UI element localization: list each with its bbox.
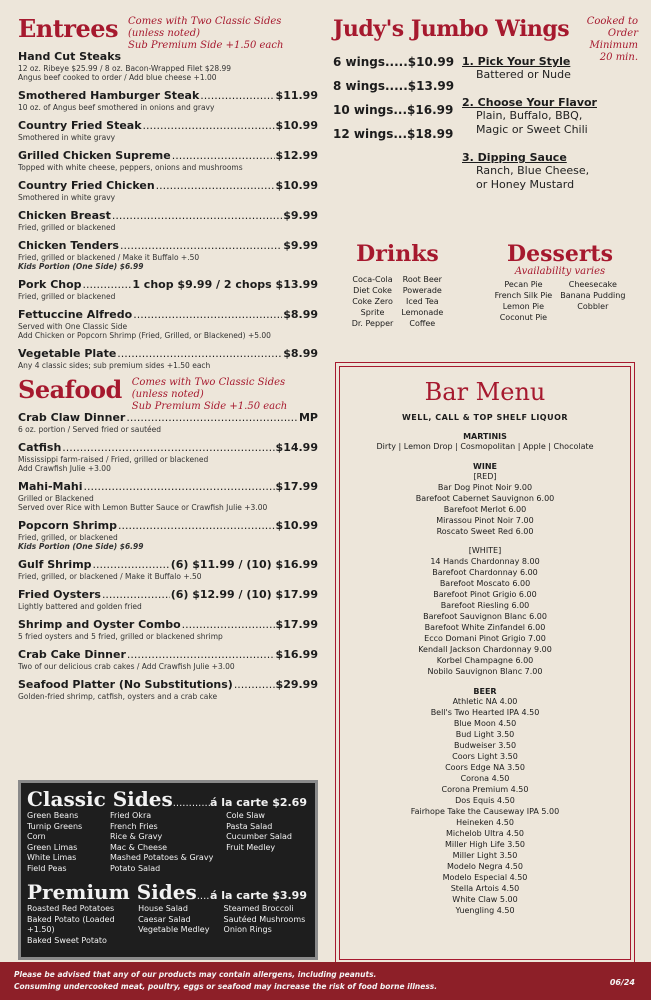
menu-item-row: [18, 441, 318, 455]
white-wine-item: Barefoot White Zinfandel 6.00: [424, 623, 546, 632]
menu-item: [18, 119, 318, 142]
menu-item-name: Fettuccine Alfredo: [18, 308, 133, 321]
drinks-column-1: [352, 274, 394, 329]
red-wine-item: Barefoot Merlot 6.00: [443, 505, 527, 514]
menu-item-description: 6 oz. portion / Served fried or sautéed: [18, 425, 162, 434]
beer-item: Miller Light 3.50: [452, 851, 518, 860]
menu-item-name: Shrimp and Oyster Combo: [18, 618, 181, 631]
menu-item-price: $10.99: [275, 519, 318, 532]
menu-item-price: 1 chop $9.99 / 2 chops $13.99: [132, 278, 318, 291]
menu-item-name: Hand Cut Steaks: [18, 50, 122, 63]
classic-sides-column-3: [226, 811, 309, 874]
seafood-list: [18, 411, 318, 701]
premium-side-item: Onion Rings: [223, 925, 272, 934]
menu-item-description: Fried, grilled or blackened: [18, 223, 116, 232]
entrees-header: [18, 14, 318, 50]
seafood-header: [18, 375, 318, 411]
menu-item-option: Served over Rice with Lemon Butter Sauce or Crawfish Julie +3.00: [18, 503, 268, 512]
classic-sides-column-1: [27, 811, 110, 874]
menu-item-description: Fried, grilled or blackened: [18, 292, 116, 301]
wings-note-line1: Cooked to Order: [586, 16, 638, 39]
menu-item-row: [18, 50, 318, 64]
menu-item-name: Pork Chop: [18, 278, 82, 291]
dot-leader: [182, 618, 275, 632]
red-wine-list: [340, 482, 630, 537]
beer-item: Bud Light 3.50: [455, 730, 515, 739]
entrees-note-line2: Sub Premium Side +1.50 each: [128, 40, 284, 51]
drinks-title: Drinks: [356, 241, 439, 267]
menu-item-description: Golden-fried shrimp, catfish, oysters and a crab cake: [18, 692, 218, 701]
desserts-note: Availability varies: [514, 266, 606, 277]
beer-item: Yuengling 4.50: [455, 906, 515, 915]
wing-step-heading: 2. Choose Your Flavor: [462, 96, 597, 109]
classic-side-item: Field Peas: [27, 863, 67, 873]
white-wine-item: Korbel Champagne 6.00: [436, 656, 534, 665]
menu-item-price: $17.99: [275, 480, 318, 493]
drink-item: Lemonade: [401, 308, 444, 317]
menu-item-row: [18, 588, 318, 602]
menu-item-price: $12.99: [275, 149, 318, 162]
white-wine-item: Barefoot Riesling 6.00: [440, 601, 530, 610]
seafood-note: [132, 377, 318, 413]
dot-leader: [143, 119, 275, 133]
classic-sides-columns: [21, 811, 315, 874]
menu-item-description: Any 4 classic sides; sub premium sides +1.50 each: [18, 361, 211, 370]
menu-item: [18, 209, 318, 232]
classic-sides-title: Classic Sides: [27, 787, 173, 811]
beer-item: Coors Edge NA 3.50: [445, 763, 525, 772]
menu-item: [18, 441, 318, 473]
menu-item: [18, 278, 318, 301]
wing-step-heading: 3. Dipping Sauce: [462, 151, 567, 164]
drink-item: Coffee: [409, 319, 436, 328]
menu-item-description: Served with One Classic Side: [18, 322, 128, 331]
beer-item: Dos Equis 4.50: [455, 796, 515, 805]
classic-side-item: Potato Salad: [109, 863, 161, 873]
classic-side-item: Fruit Medley: [226, 842, 276, 852]
menu-item-row: [18, 648, 318, 662]
beer-item: Blue Moon 4.50: [453, 719, 517, 728]
dessert-item: Lemon Pie: [502, 302, 545, 311]
menu-item-row: [18, 149, 318, 163]
menu-item-price: $17.99: [275, 618, 318, 631]
menu-item-description: Topped with white cheese, peppers, onions and mushrooms: [18, 163, 243, 172]
menu-item-price: $9.99: [283, 209, 318, 222]
menu-item-price: $8.99: [283, 308, 318, 321]
desserts-section: [480, 240, 640, 323]
wing-step: [462, 96, 642, 137]
left-column: [18, 14, 318, 708]
menu-item-price: $16.99: [275, 648, 318, 661]
wing-step-heading: 1. Pick Your Style: [462, 55, 571, 68]
menu-item-name: Vegetable Plate: [18, 347, 117, 360]
menu-item-option: Angus beef cooked to order / Add blue cheese +1.00: [18, 73, 217, 82]
menu-item-row: [18, 278, 318, 292]
wing-price: 6 wings.....$10.99: [333, 55, 455, 69]
menu-item: [18, 239, 318, 271]
dot-leader: [126, 411, 298, 425]
menu-item-name: Smothered Hamburger Steak: [18, 89, 200, 102]
beer-item: Heineken 4.50: [456, 818, 514, 827]
premium-sides-column-3: [224, 904, 309, 946]
white-wine-item: Barefoot Sauvignon Blanc 6.00: [423, 612, 547, 621]
menu-item-description: Lightly battered and golden fried: [18, 602, 142, 611]
red-wine-item: Mirassou Pinot Noir 7.00: [436, 516, 534, 525]
menu-item: [18, 519, 318, 551]
menu-item-option: Add Crawfish Julie +3.00: [18, 464, 111, 473]
classic-side-item: Turnip Greens: [27, 821, 83, 831]
seafood-note-line2: Sub Premium Side +1.50 each: [131, 401, 288, 412]
menu-item-name: Chicken Tenders: [18, 239, 119, 252]
beer-item: Modelo Negra 4.50: [447, 862, 523, 871]
menu-item: [18, 678, 318, 701]
bar-menu-frame: [335, 362, 635, 964]
menu-item: [18, 308, 318, 340]
menu-item-description: Smothered in white gravy: [18, 193, 116, 202]
bar-menu-subtitle: WELL, CALL & TOP SHELF LIQUOR: [401, 413, 569, 422]
classic-sides-column-2: [110, 811, 226, 874]
dot-leader: [156, 179, 275, 193]
menu-item: [18, 618, 318, 641]
menu-item-price: $14.99: [275, 441, 318, 454]
drink-item: Root Beer: [402, 275, 442, 284]
premium-sides-column-1: [27, 904, 138, 946]
bar-menu-title: Bar Menu: [424, 378, 546, 406]
premium-side-item: Vegetable Medley: [138, 925, 210, 934]
menu-item-price: (6) $12.99 / (10) $17.99: [170, 588, 318, 601]
classic-side-item: Green Beans: [27, 811, 79, 820]
beer-list: [340, 696, 630, 916]
menu-item: [18, 588, 318, 611]
dot-leader: [62, 441, 274, 455]
footer: [0, 962, 651, 1000]
menu-item-price: $8.99: [283, 347, 318, 360]
dot-leader: [83, 278, 132, 292]
premium-side-item: House Salad: [138, 904, 188, 913]
dessert-item: Cobbler: [577, 302, 609, 311]
beer-item: Modelo Especial 4.50: [442, 873, 528, 882]
menu-item-name: Gulf Shrimp: [18, 558, 92, 571]
menu-item-row: [18, 618, 318, 632]
menu-item: [18, 89, 318, 112]
wine-heading: WINE: [473, 462, 497, 471]
classic-sides-header: [21, 783, 315, 811]
menu-date: 06/24: [609, 978, 635, 987]
premium-side-item: Sautéed Mushrooms: [223, 914, 306, 924]
menu-item-name: Seafood Platter (No Substitutions): [18, 678, 233, 691]
classic-sides-leader: [173, 798, 210, 809]
red-wine-item: Roscato Sweet Red 6.00: [436, 527, 534, 536]
premium-side-item: Steamed Broccoli: [223, 904, 294, 913]
white-wine-list: [340, 556, 630, 677]
wing-price-list: [333, 55, 453, 151]
wing-step: [462, 55, 642, 82]
wing-price: 8 wings.....$13.99: [333, 79, 455, 93]
beer-item: White Claw 5.00: [452, 895, 518, 904]
dot-leader: [120, 239, 282, 253]
classic-side-item: Corn: [27, 832, 46, 841]
menu-item-row: [18, 308, 318, 322]
white-wine-item: Barefoot Moscato 6.00: [439, 579, 531, 588]
menu-item-name: Fried Oysters: [18, 588, 101, 601]
menu-item: [18, 480, 318, 512]
wings-title: Judy's Jumbo Wings: [333, 16, 570, 42]
drink-item: Sprite: [360, 308, 385, 317]
premium-side-item: Baked Sweet Potato: [27, 935, 107, 945]
menu-item-description: Mississippi farm-raised / Fried, grilled or blackened: [18, 455, 209, 464]
beer-item: Bell's Two Hearted IPA 4.50: [430, 708, 540, 717]
food-safety-notice: Consuming undercooked meat, poultry, eggs or seafood may increase the risk of food borne illness.: [14, 982, 438, 991]
beer-item: Budweiser 3.50: [453, 741, 517, 750]
dessert-item: French Silk Pie: [494, 291, 553, 300]
menu-item-price: $11.99: [275, 89, 318, 102]
wing-step: [462, 151, 642, 192]
dot-leader: [200, 89, 274, 103]
menu-item-description: Grilled or Blackened: [18, 494, 94, 503]
menu-item-name: Catfish: [18, 441, 62, 454]
premium-sides-leader: [197, 891, 210, 902]
menu-item-row: [18, 678, 318, 692]
kids-portion: Kids Portion (One Side) $6.99: [18, 262, 144, 271]
kids-portion: Kids Portion (One Side) $6.99: [18, 542, 144, 551]
menu-item-name: Crab Claw Dinner: [18, 411, 126, 424]
wing-price: 10 wings...$16.99: [333, 103, 454, 117]
menu-item-description: Two of our delicious crab cakes / Add Crawfish Julie +3.00: [18, 662, 235, 671]
drink-item: Coke Zero: [352, 297, 393, 306]
menu-item-price: $10.99: [275, 119, 318, 132]
entrees-list: [18, 50, 318, 370]
martinis-heading: MARTINIS: [463, 432, 507, 441]
classic-side-item: Rice & Gravy: [109, 832, 163, 841]
classic-side-item: Mashed Potatoes & Gravy: [109, 853, 214, 862]
menu-item: [18, 149, 318, 172]
menu-item-description: Fried, grilled, or blackened / Make it Buffalo +.50: [18, 572, 202, 581]
martinis-list: Dirty | Lemon Drop | Cosmopolitan | Apple | Chocolate: [376, 442, 594, 451]
menu-item-name: Popcorn Shrimp: [18, 519, 117, 532]
wing-step-option: or Honey Mustard: [476, 178, 575, 191]
menu-item-price: $29.99: [275, 678, 318, 691]
menu-item-description: Smothered in white gravy: [18, 133, 116, 142]
menu-item-name: Country Fried Chicken: [18, 179, 155, 192]
classic-sides-price: á la carte $2.69: [210, 796, 307, 809]
menu-item-description: Fried, grilled or blackened / Make it Buffalo +.50: [18, 253, 200, 262]
dot-leader: [118, 519, 275, 533]
beer-item: Corona 4.50: [460, 774, 510, 783]
drink-item: Coca-Cola: [352, 275, 393, 284]
entrees-note-line1: Comes with Two Classic Sides (unless noted): [128, 16, 282, 39]
dot-leader: [102, 588, 170, 602]
beer-item: Athletic NA 4.00: [452, 697, 518, 706]
dot-leader: [84, 480, 275, 494]
beer-item: Coors Light 3.50: [452, 752, 518, 761]
menu-item: [18, 347, 318, 370]
white-wine-item: Ecco Domani Pinot Grigio 7.00: [424, 634, 546, 643]
white-wine-item: Nobilo Sauvignon Blanc 7.00: [427, 667, 543, 676]
menu-item-row: [18, 411, 318, 425]
dessert-item: Cheesecake: [568, 280, 617, 289]
drinks-column-2: [401, 274, 443, 329]
entrees-note: [128, 16, 318, 52]
dot-leader: [93, 558, 170, 572]
dot-leader: [172, 149, 275, 163]
drink-item: Dr. Pepper: [351, 319, 394, 328]
wing-price: 12 wings...$18.99: [333, 127, 454, 141]
white-wine-item: Barefoot Pinot Grigio 6.00: [433, 590, 537, 599]
wing-step-option: Magic or Sweet Chili: [476, 123, 588, 136]
menu-item-row: [18, 480, 318, 494]
desserts-title: Desserts: [507, 241, 613, 267]
bar-menu: [339, 366, 631, 960]
menu-item-row: [18, 119, 318, 133]
menu-item-row: [18, 347, 318, 361]
beer-item: Corona Premium 4.50: [441, 785, 529, 794]
premium-sides-column-2: [138, 904, 223, 946]
premium-side-item: Roasted Red Potatoes: [27, 904, 115, 913]
allergen-notice: Please be advised that any of our products may contain allergens, including peanuts.: [14, 970, 377, 979]
premium-sides-title: Premium Sides: [27, 880, 197, 904]
wing-steps: [462, 55, 642, 206]
classic-side-item: Mac & Cheese: [109, 842, 168, 852]
drink-item: Diet Coke: [353, 286, 392, 295]
wing-step-option: Battered or Nude: [476, 68, 571, 81]
premium-side-item: Caesar Salad: [138, 914, 191, 924]
dot-leader: [127, 648, 275, 662]
menu-item-row: [18, 209, 318, 223]
classic-side-item: White Limas: [27, 853, 77, 862]
classic-side-item: Green Limas: [27, 842, 78, 852]
dot-leader: [117, 347, 282, 361]
sides-board: [18, 780, 318, 960]
drink-item: Iced Tea: [405, 297, 439, 306]
menu-item-row: [18, 179, 318, 193]
menu-item-row: [18, 558, 318, 572]
beer-item: Miller High Life 3.50: [444, 840, 526, 849]
premium-side-item: Baked Potato (Loaded +1.50): [27, 914, 115, 934]
wing-step-option: Plain, Buffalo, BBQ,: [476, 109, 583, 122]
menu-item-price: $10.99: [275, 179, 318, 192]
menu-item-option: Add Chicken or Popcorn Shrimp (Fried, Grilled, or Blackened) +5.00: [18, 331, 271, 340]
seafood-title: Seafood: [18, 375, 122, 404]
beer-heading: BEER: [473, 687, 497, 696]
menu-item-name: Country Fried Steak: [18, 119, 142, 132]
dot-leader: [112, 209, 282, 223]
white-wine-item: Kendall Jackson Chardonnay 9.00: [418, 645, 552, 654]
beer-item: Michelob Ultra 4.50: [445, 829, 524, 838]
menu-item-name: Chicken Breast: [18, 209, 111, 222]
classic-side-item: Fried Okra: [109, 811, 152, 820]
menu-item-price: MP: [298, 411, 318, 424]
wings-note-line2: Minimum 20 min.: [589, 40, 638, 63]
classic-side-item: French Fries: [109, 821, 158, 831]
menu-item-price: $9.99: [283, 239, 318, 252]
menu-item-row: [18, 89, 318, 103]
menu-item: [18, 50, 318, 82]
dot-leader: [234, 678, 275, 692]
menu-item: [18, 411, 318, 434]
red-wine-heading: [RED]: [473, 472, 497, 481]
menu-item-name: Crab Cake Dinner: [18, 648, 126, 661]
menu-item: [18, 179, 318, 202]
premium-sides-price: á la carte $3.99: [210, 889, 307, 902]
menu-item-description: 10 oz. of Angus beef smothered in onions and gravy: [18, 103, 215, 112]
white-wine-item: 14 Hands Chardonnay 8.00: [430, 557, 540, 566]
menu-item-description: Fried, grilled, or blackened: [18, 533, 118, 542]
beer-item: Fairhope Take the Causeway IPA 5.00: [410, 807, 560, 816]
classic-side-item: Cucumber Salad: [226, 832, 292, 841]
menu-item: [18, 558, 318, 581]
menu-item-description: 5 fried oysters and 5 fried, grilled or blackened shrimp: [18, 632, 223, 641]
white-wine-heading: [WHITE]: [468, 546, 502, 555]
beer-item: Stella Artois 4.50: [450, 884, 520, 893]
drinks-section: [335, 240, 460, 329]
premium-sides-columns: [21, 904, 315, 946]
menu-item-name: Mahi-Mahi: [18, 480, 83, 493]
dessert-item: Coconut Pie: [499, 313, 548, 322]
red-wine-item: Barefoot Cabernet Sauvignon 6.00: [415, 494, 555, 503]
classic-side-item: Pasta Salad: [226, 821, 273, 831]
red-wine-item: Bar Dog Pinot Noir 9.00: [437, 483, 533, 492]
dot-leader: [133, 308, 282, 322]
menu-item-price: (6) $11.99 / (10) $16.99: [170, 558, 318, 571]
menu-item-row: [18, 239, 318, 253]
dessert-item: Banana Pudding: [560, 291, 626, 300]
desserts-column-1: [495, 279, 553, 323]
entrees-title: Entrees: [18, 14, 119, 43]
wing-step-option: Ranch, Blue Cheese,: [476, 164, 590, 177]
premium-sides-header: [21, 874, 315, 904]
dessert-item: Pecan Pie: [504, 280, 543, 289]
white-wine-item: Barefoot Chardonnay 6.00: [432, 568, 538, 577]
menu-item-row: [18, 519, 318, 533]
seafood-note-line1: Comes with Two Classic Sides (unless noted): [131, 377, 286, 400]
desserts-column-2: [560, 279, 625, 323]
menu-item: [18, 648, 318, 671]
menu-item-description: 12 oz. Ribeye $25.99 / 8 oz. Bacon-Wrapped Filet $28.99: [18, 64, 232, 73]
classic-side-item: Cole Slaw: [226, 811, 265, 820]
menu-item-name: Grilled Chicken Supreme: [18, 149, 171, 162]
drink-item: Powerade: [402, 286, 442, 295]
